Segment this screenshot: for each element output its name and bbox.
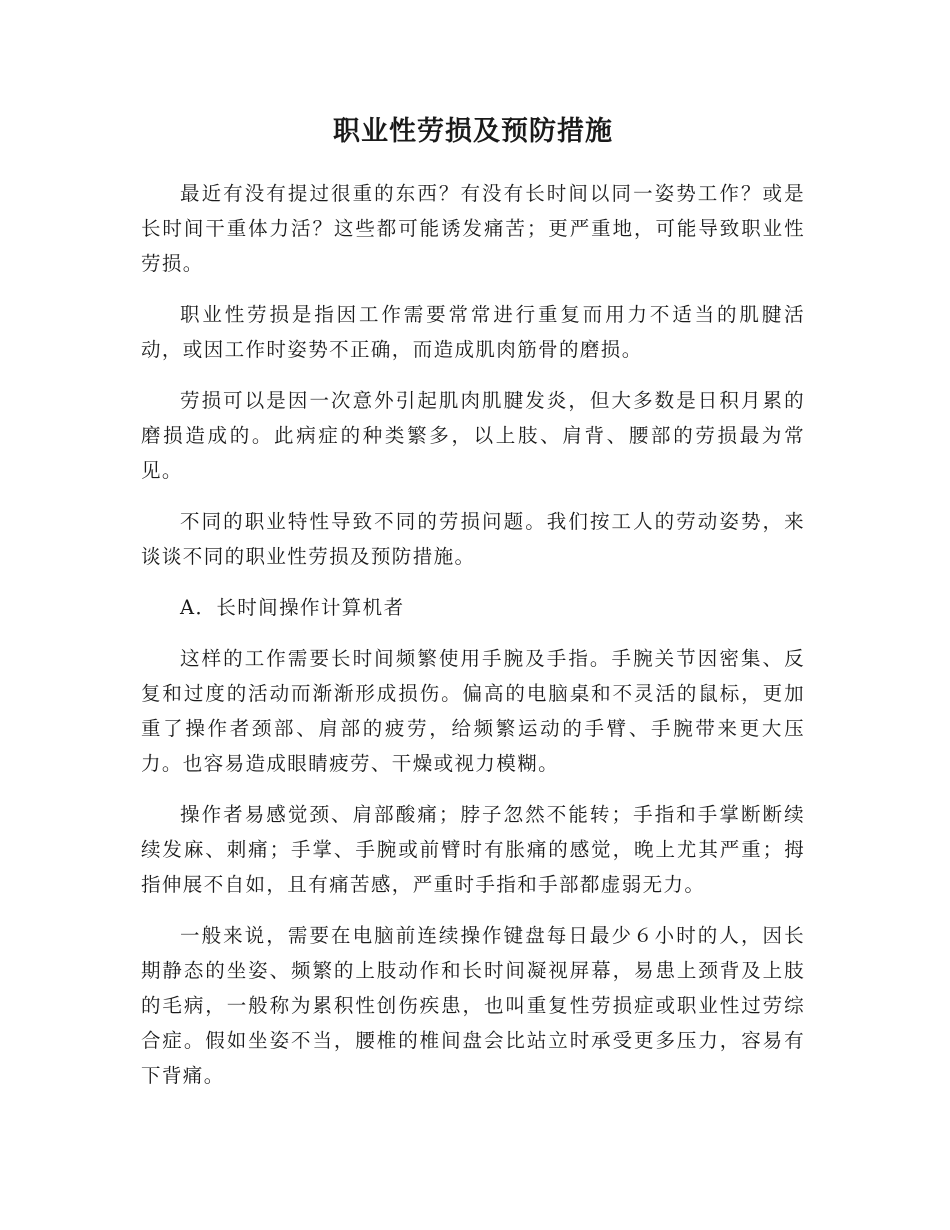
paragraph-definition: 职业性劳损是指因工作需要常常进行重复而用力不适当的肌腱活动，或因工作时姿势不正确，而造成肌肉筋骨的磨损。 [141, 303, 805, 361]
document-title: 职业性劳损及预防措施 [333, 116, 613, 147]
paragraph-section-a-3: 一般来说，需要在电脑前连续操作键盘每日最少６小时的人，因长期静态的坐姿、频繁的上肢动作和长时间凝视屏幕，易患上颈背及上肢的毛病，一般称为累积性创伤疾患，也叫重复性劳损症或职业性过劳综合症。假如坐姿不当，腰椎的椎间盘会比站立时承受更多压力，容易有下背痛。 [141, 924, 805, 1087]
document-page [141, 108, 805, 1109]
paragraph-overview: 不同的职业特性导致不同的劳损问题。我们按工人的劳动姿势，来谈谈不同的职业性劳损及预防措施。 [141, 510, 805, 568]
paragraph-intro: 最近有没有提过很重的东西？有没有长时间以同一姿势工作？或是长时间干重体力活？这些都可能诱发痛苦；更严重地，可能导致职业性劳损。 [141, 182, 805, 275]
paragraph-causes: 劳损可以是因一次意外引起肌肉肌腱发炎，但大多数是日积月累的磨损造成的。此病症的种类繁多，以上肢、肩背、腰部的劳损最为常见。 [141, 389, 805, 482]
paragraph-section-a-2: 操作者易感觉颈、肩部酸痛；脖子忽然不能转；手指和手掌断断续续发麻、刺痛；手掌、手腕或前臂时有胀痛的感觉，晚上尤其严重；拇指伸展不自如，且有痛苦感，严重时手指和手部都虚弱无力。 [141, 803, 805, 896]
paragraph-section-a-1: 这样的工作需要长时间频繁使用手腕及手指。手腕关节因密集、反复和过度的活动而渐渐形成损伤。偏高的电脑桌和不灵活的鼠标，更加重了操作者颈部、肩部的疲劳，给频繁运动的手臂、手腕带来更大压力。也容易造成眼睛疲劳、干燥或视力模糊。 [141, 647, 805, 775]
section-a-heading: A．长时间操作计算机者 [180, 596, 405, 619]
